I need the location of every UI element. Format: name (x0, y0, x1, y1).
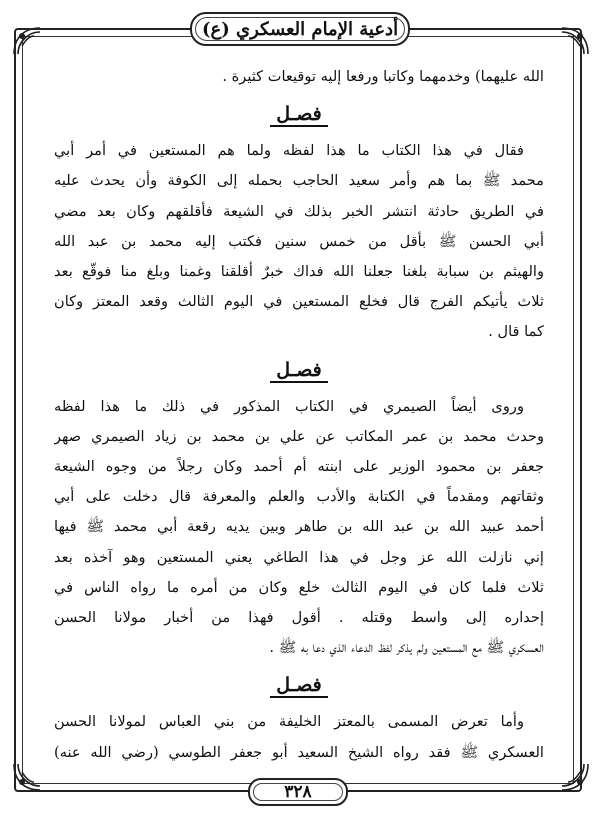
text-line: إني نازلت الله عز وجل في هذا الطاغي يعني المستعين وهو آخذه بعد (54, 548, 544, 566)
corner-ornament-icon (558, 760, 592, 794)
text-line: جعفر بن محمود الوزير على ابنته أم أحمد وكان رجلاً من وجوه الشيعة (54, 458, 544, 476)
corner-ornament-icon (558, 24, 592, 58)
paragraph (54, 707, 544, 767)
section-heading: فصـل (54, 348, 544, 392)
corner-ornament-icon (10, 24, 44, 58)
paragraph (54, 392, 544, 664)
page-number: ٣٢٨ (284, 782, 312, 802)
text-line: كما قال . (488, 323, 544, 341)
text-line: في الطريق حادثة انتشر الخبر بذلك في الشيعة فأقلقهم وكان بعد مضي (54, 202, 544, 220)
text-line: وحدث محمد بن عمر المكاتب عن علي بن محمد بن زياد الصيمري صهر (54, 427, 544, 445)
text-line: فقال في هذا الكتاب ما هذا لفظه ولما هم المستعين في أمر أبي (54, 142, 524, 160)
text-line: أحمد عبيد الله بن عبد الله بن طاهر وبين يديه رقعة أبي محمد ﷺ فيها (54, 518, 544, 536)
section-heading: فصـل (54, 663, 544, 707)
text-line: أبي الحسن ﷺ بأقل من خمس سنين فكتب إليه محمد بن عبد الله (54, 232, 544, 250)
text-line: محمد ﷺ بما هم وأمر سعيد الحاجب بحمله إلى الكوفة وأن يحدث عليه (54, 172, 544, 190)
corner-ornament-icon (10, 760, 44, 794)
text-line: وثقاتهم ومقدماً في الكتابة والأدب والعلم والمعرفة قال دخلت على أبي (54, 488, 544, 506)
text-line: العسكري ﷺ فقد رواه الشيخ السعيد أبو جعفر الطوسي (رضي الله عنه) (54, 743, 544, 761)
text-line: العسكري ﷺ مع المستعين ولم يذكر لفظ الدعاء الذي دعا به ﷺ . (269, 639, 544, 657)
book-title: أدعية الإمام العسكري (ع) (201, 18, 399, 40)
text-line: ثلاث يأتيكم الفرج قال فخلع المستعين في اليوم الثالث وقعد المعتز وكان (54, 293, 544, 311)
page-body (54, 62, 544, 762)
text-line: إحداره إلى واسط وقتله . أقول فهذا من أخبار مولانا الحسن (54, 609, 544, 627)
text-line: وأما تعرض المسمى بالمعتز الخليفة من بني العباس لمولانا الحسن (54, 713, 524, 731)
text-line: والهيثم بن سبابة بلغنا جعلنا الله فداك خبرٌ أقلقنا وغمنا وبلغ منا فوقّع بعد (54, 263, 544, 281)
section-heading: فصـل (54, 92, 544, 136)
text-line: ثلاث فلما كان في اليوم الثالث خلع وكان من أمره ما رواه الناس في (54, 578, 544, 596)
page-number-box (248, 778, 348, 806)
paragraph (54, 136, 544, 347)
running-header (190, 12, 410, 46)
text-line: وروى أيضاً الصيمري في الكتاب المذكور في ذلك ما هذا لفظه (54, 397, 524, 415)
intro-line: الله عليهما) وخدمهما وكاتبا ورفعا إليه توقيعات كثيرة . (222, 68, 544, 85)
